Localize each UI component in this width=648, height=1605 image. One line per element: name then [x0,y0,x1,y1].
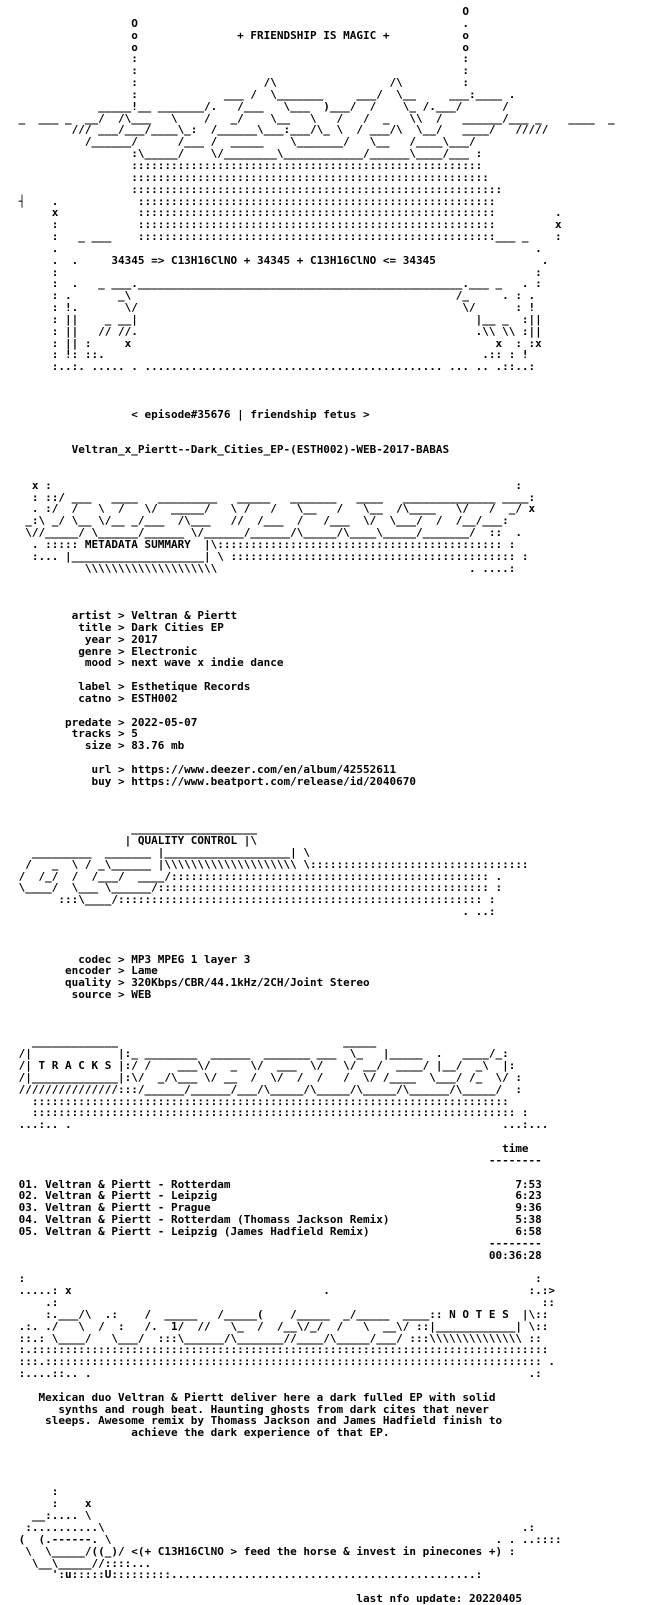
nfo-line [12,918,615,930]
nfo-line [12,788,615,800]
nfo-line: 03. Veltran & Piertt - Prague 9:36 [12,1201,542,1215]
nfo-line: :... |____________________| \ ::::::::::::::::::::::::::::::::::::::::::: : [12,549,529,563]
nfo-line [12,942,615,954]
nfo-line: : : [12,265,542,279]
nfo-line: o o [12,40,469,54]
nfo-line: ::::::::::::::::::::::::::::::::::::::::::::::::::::::::::::::::::::::::: : [12,1106,529,1120]
nfo-line: ┤ . :::::::::::::::::::::::::::::::::::::::::::::::::::::: [12,194,496,208]
nfo-line: :.___/\ .: / _____ /_____( /_____ _/_____ ____:: N O T E S |\:: [12,1307,549,1321]
nfo-line [12,385,615,397]
nfo-line: sleeps. Awesome remix by Thomass Jackson and James Hadfield finish to [12,1414,503,1428]
nfo-line: ...:.. . ...:... [12,1118,549,1132]
nfo-line: : || : x x : :x [12,336,542,350]
nfo-line: /| |:_ ________ ______ _______ ___ \_ |_____ . ____/_: [12,1047,509,1061]
nfo-line: ':u:::::U:::::::::..............................................: [12,1568,483,1582]
nfo-line: artist > Veltran & Piertt [12,609,238,623]
nfo-line [12,456,615,468]
nfo-line: catno > ESTH002 [12,691,178,705]
nfo-line [12,421,615,433]
nfo-line: \//_____/ \______/______ \/______/______/\_____/\____\_____/_______/ :: . [12,526,522,540]
nfo-line: \____/ \___ \______/:::::::::::::::::::::::::::::::::::::::::::::::::: : [12,881,503,895]
nfo-line: Mexican duo Veltran & Piertt deliver here a dark fulled EP with solid [12,1390,496,1404]
nfo-line [12,468,615,480]
nfo-line: :::::::::::::::::::::::::::::::::::::::::::::::::::::: [12,170,489,184]
nfo-line: :..:. ..... . ............................................. ... .. .::..: [12,360,536,374]
nfo-line: < episode#35676 | friendship fetus > [12,407,370,421]
nfo-line: : . _\ /_ . : . [12,289,536,303]
nfo-line: . . 34345 => C13H16ClNO + 34345 + C13H16ClNO <= 34345 . [12,253,549,267]
nfo-line [12,1013,615,1025]
nfo-line: ::.: \____/ \___/ :::\______/\_______//____/\_____/___/ :::\\\\\\\\\\\\\\ :: [12,1331,542,1345]
nfo-line: 05. Veltran & Piertt - Leipzig (James Hadfield Remix) 6:58 [12,1224,542,1238]
nfo-line [12,1463,615,1475]
nfo-line: /______/ /___ / _____ \_______/ \__ /____\___/ [12,135,476,149]
nfo-line: 04. Veltran & Piertt - Rotterdam (Thomass Jackson Remix) 5:38 [12,1213,542,1227]
nfo-line: /// ___/___/____\_: /______\___:___/\_ \ / ___/\ \__/ ____/ ///// [12,123,549,137]
nfo-line: : [12,1485,59,1499]
nfo-line [12,705,615,717]
nfo-line: Veltran_x_Piertt--Dark_Cities_EP-(ESTH002)-WEB-2017-BABAS [12,443,450,457]
nfo-line [12,1167,615,1179]
nfo-line: :..........\ .: [12,1521,536,1534]
nfo-line: ( (.------. \ . . ..:::: [12,1532,562,1546]
nfo-line [12,1475,615,1487]
nfo-line: \__\_____//::::... [12,1556,152,1570]
nfo-line: : :::::::::::::::::::::::::::::::::::::::::::::::::::::: x [12,218,562,232]
nfo-line: : || // //. .\\ \\ :|| [12,324,542,338]
nfo-line [12,586,615,598]
nfo-line: url > https://www.deezer.com/en/album/42552611 [12,763,397,776]
nfo-line: genre > Electronic [12,644,198,658]
nfo-line: -------- [12,1236,542,1250]
nfo-line: .:. ./ \ / : /. 1/ // \_ / /__\/_/ / \ __\/ ::|____________| \:: [12,1319,549,1333]
nfo-line: | QUALITY CONTROL |\ [12,834,258,848]
nfo-line: : ::/ ___ ____ _________ _____ _______ ____ ______________ ____: [12,490,536,504]
nfo-line: \ \_____/((_)/ <(+ C13H16ClNO > feed the horse & invest in pinecones +) : [12,1544,516,1558]
nfo-line: :::::::::::::::::::::::::::::::::::::::::::::::::::::::::::::::::::::::: [12,1094,509,1108]
nfo-line: : . _ ___._________________________________________________.___ _ . : [12,277,542,291]
nfo-line [12,800,615,812]
nfo-line: / /_/ / /___/ ____/:::::::::::::::::::::::::::::::::::::::::::::::: . [12,869,503,883]
nfo-line: :::::::::::::::::::::::::::::::::::::::::::::::::::::::: [12,182,503,196]
nfo-line: codec > MP3 MPEG 1 layer 3 [12,952,251,966]
nfo-line: O . [12,16,469,30]
nfo-line: 01. Veltran & Piertt - Rotterdam 7:53 [12,1177,542,1191]
nfo-line: title > Dark Cities EP [12,620,224,634]
nfo-line: __:.... \ [12,1509,92,1523]
nfo-line: /|_____________|:\/ _/\___ \/ __ / \/ / / / \/ /____ \___/ /_ \/ : [12,1070,522,1084]
nfo-line: _________ _______ |___________________| \ [12,845,311,859]
nfo-line: : x [12,1497,92,1511]
nfo-line: : !. \/ \/ : ! [12,301,536,315]
nfo-line: .....: x . :.:> [12,1284,556,1298]
nfo-line: x :::::::::::::::::::::::::::::::::::::::::::::::::::::: . [12,206,562,220]
nfo-line: buy > https://www.beatport.com/release/id/2040670 [12,774,416,788]
nfo-line: : : [12,64,469,78]
nfo-line: last nfo update: 20220405 [12,1592,522,1605]
nfo-art [12,6,615,1605]
nfo-line: /| T R A C K S |:/ / ___\/ _ \/ ___ \/ \/ __/ ____/ |__/ _\ |: [12,1059,516,1073]
nfo-line: year > 2017 [12,632,158,646]
nfo-line: : || _ __| |__ _ :|| [12,312,542,326]
nfo-line: _ ___ _ __/ /\___ \ / _/ \__ \ / / _ \\ / ______/___ _ ____ _ [12,111,615,125]
nfo-line: : _ ___ ::::::::::::::::::::::::::::::::::::::::::::::::::::::___ _ : [12,230,562,244]
nfo-line: source > WEB [12,988,152,1002]
nfo-line: _____________ _____ [12,1035,377,1049]
nfo-line: x : : [12,478,522,492]
nfo-line: encoder > Lame [12,964,158,978]
nfo-line [12,1001,615,1013]
nfo-line: time [12,1142,529,1155]
nfo-line: :::\____/::::::::::::::::::::::::::::::::::::::::::::::::::::::: : [12,893,496,907]
nfo-line: achieve the dark experience of that EP. [12,1426,390,1440]
nfo-line: :::.::::::::::::::::::::::::::::::::::::::::::::::::::::::::::::::::::::::::::: . [12,1355,556,1369]
nfo-line: ___________________ [12,822,258,836]
nfo-line [12,930,615,942]
nfo-line [12,397,615,409]
nfo-line: :\_____/ \/________\____________/______\____/___ : [12,147,483,161]
nfo-line [12,1380,615,1392]
nfo-line: 00:36:28 [12,1248,542,1262]
nfo-line [12,373,615,385]
nfo-line: / _ \ / _\______ |\\\\\\\\\\\\\\\\\\\\ \::::::::::::::::::::::::::::::::: [12,857,529,871]
nfo-line: ///////////////:::/______/______/___/\_____/\_____/\_____/\______/\_____/ : [12,1082,522,1096]
nfo-line: : : [12,1272,542,1286]
nfo-line: O [12,5,469,18]
nfo-line: : : [12,52,469,66]
nfo-line: : !: ::. .:: : ! [12,348,529,362]
nfo-line: synths and rough beat. Haunting ghosts from dark cites that never [12,1402,489,1416]
nfo-line: mood > next wave x indie dance [12,656,284,670]
nfo-line: tracks > 5 [12,727,138,741]
nfo-line: . :/ / \ / \/ _____/ \ / / \__ / \__ /\____ \/ / _/ x [12,502,536,516]
nfo-line: _____!__ _______/. /___ \___ )___/ / \_ /.___/ / [12,99,509,113]
nfo-line: quality > 320Kbps/CBR/44.1kHz/2CH/Joint Stereo [12,976,370,990]
nfo-line: . ::::: METADATA SUMMARY |\::::::::::::::::::::::::::::::::::::::::::: : [12,537,516,551]
nfo-line: 02. Veltran & Piertt - Leipzig 6:23 [12,1189,542,1203]
nfo-line: . . [12,241,542,255]
nfo-line: :....::.. . .: [12,1367,542,1381]
nfo-line: : /\ /\ : [12,76,469,90]
nfo-line [12,1439,615,1451]
nfo-line: _:\ _/ \__ \/__ _/___ /\___ // /___ / /___ \/ \___/ / /__/___: [12,514,509,528]
nfo-line: label > Esthetique Records [12,680,251,694]
nfo-line: .: :: [12,1295,556,1309]
nfo-line [12,1451,615,1463]
nfo-line: o + FRIENDSHIP IS MAGIC + o [12,28,469,42]
nfo-line: ::::::::::::::::::::::::::::::::::::::::::::::::::::: [12,158,483,172]
nfo-line [12,575,615,587]
nfo-line: size > 83.76 mb [12,739,185,753]
nfo-line: \\\\\\\\\\\\\\\\\\\\ . ....: [12,561,516,575]
nfo-line: . ..: [12,905,496,919]
nfo-line: : ___ / \_______ ___/ \__ ___:____ . [12,87,516,101]
nfo-line: predate > 2022-05-07 [12,715,198,729]
nfo-line: :.:::::::::::::::::::::::::::::::::::::::::::::::::::::::::::::::::::::::::::::: [12,1343,549,1357]
nfo-line: -------- [12,1153,542,1167]
